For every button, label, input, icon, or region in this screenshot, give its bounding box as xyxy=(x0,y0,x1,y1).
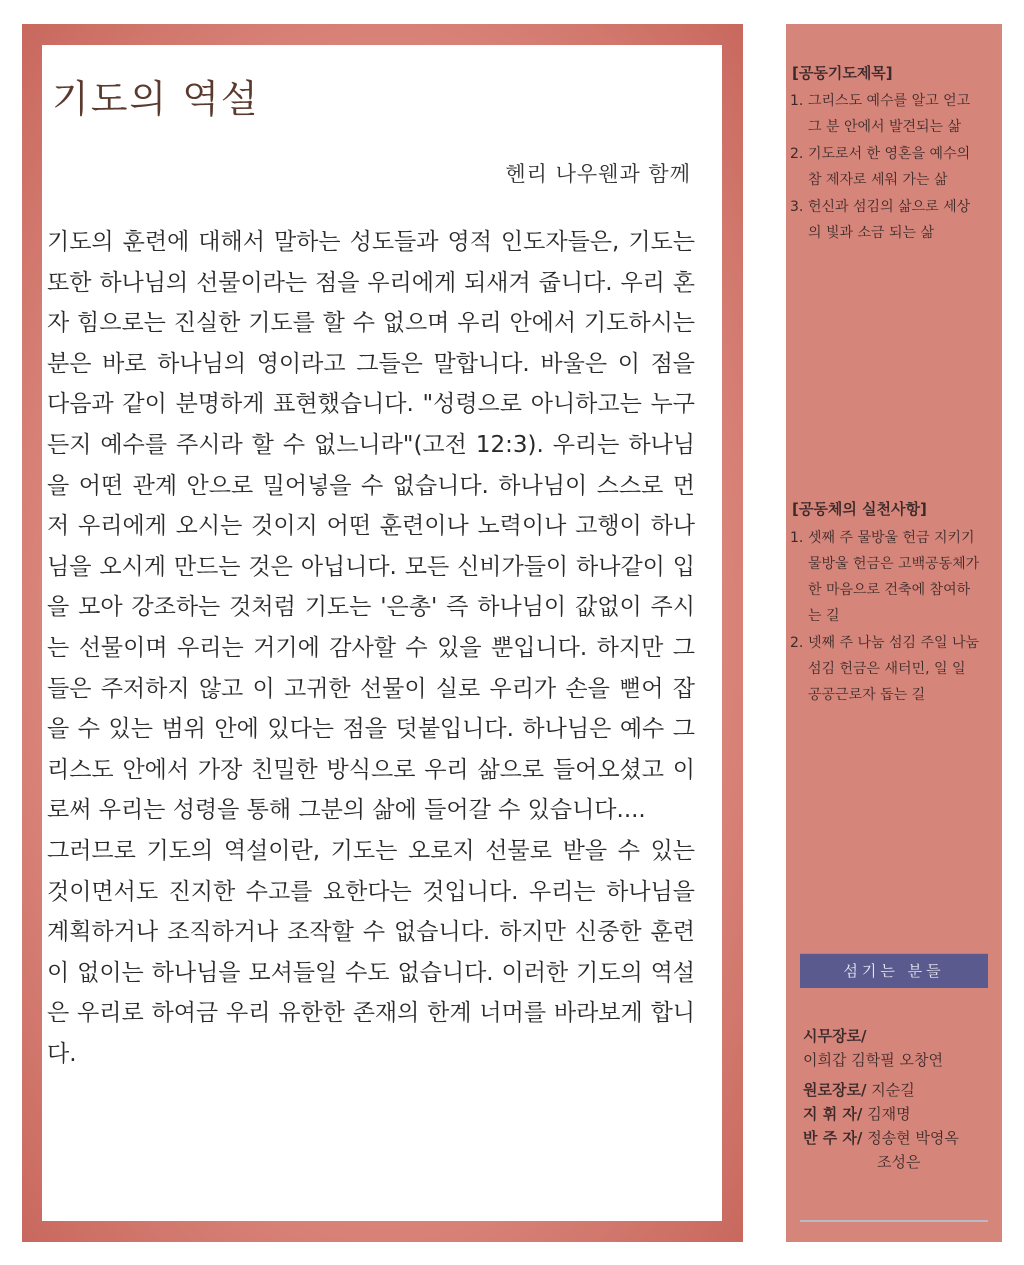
staff-row xyxy=(803,1126,959,1150)
staff-role: 지 휘 자/ xyxy=(803,1105,863,1123)
staff-names: 이희갑 김학필 오창연 xyxy=(803,1051,943,1069)
list-item: 3. 헌신과 섬김의 삶으로 세상의 빛과 소금 되는 삶 xyxy=(790,199,971,241)
article-title: 기도의 역설 xyxy=(52,77,260,121)
staff-names: 조성은 xyxy=(877,1153,921,1171)
article-paragraph: 기도의 훈련에 대해서 말하는 성도들과 영적 인도자들은, 기도는 또한 하나님의 선물이라는 점을 우리에게 되새겨 줍니다. 우리 혼자 힘으로는 진실한 기도를 할 수 없으며 우리 안에서 기도하시는 분은 바로 하나님의 영이라고 그들은 말합니다. 바울은 이 점을 다음과 같이 분명하게 표현했습니다. "성령으로 아니하고는 누구든지 예수를 주시라 할 수 없느니라"(고전 12:3). 우리는 하나님을 어떤 관계 안으로 밀어넣을 수 없습니다. 하나님이 스스로 먼저 우리에게 오시는 것이지 어떤 훈련이나 노력이나 고행이 하나님을 오시게 만드는 것은 아닙니다. 모든 신비가들이 하나같이 입을 모아 강조하는 것처럼 기도는 '은총' 즉 하나님이 값없이 주시는 선물이며 우리는 거기에 감사할 수 있을 뿐입니다. 하지만 그들은 주저하지 않고 이 고귀한 선물이 실로 우리가 손을 뻗어 잡을 수 있는 범위 안에 있다는 점을 덧붙입니다. 하나님은 예수 그리스도 안에서 가장 친밀한 방식으로 우리 삶으로 들어오셨고 이로써 우리는 성령을 통해 그분의 삶에 들어갈 수 있습니다.... xyxy=(47,229,695,824)
list-item: 1. 셋째 주 물방울 헌금 지키기 물방울 헌금은 고백공동체가 한 마음으로 건축에 참여하는 길 xyxy=(790,530,980,624)
article-byline: 헨리 나우웬과 함께 xyxy=(505,162,691,186)
sidebar-divider xyxy=(800,1220,988,1222)
practice-heading: [공동체의 실천사항] xyxy=(792,500,927,518)
staff-role: 시무장로/ xyxy=(803,1027,867,1045)
staff-list xyxy=(803,1024,959,1174)
staff-row xyxy=(803,1078,959,1102)
staff-row xyxy=(803,1102,959,1126)
staff-names: 지순길 xyxy=(871,1081,915,1099)
list-item: 2. 넷째 주 나눔 섬김 주일 나눔 섬김 헌금은 새터민, 일 일 공공근로자 돕는 길 xyxy=(790,635,980,703)
staff-role: 반 주 자/ xyxy=(803,1129,863,1147)
list-item: 1. 그리스도 예수를 알고 얻고 그 분 안에서 발견되는 삶 xyxy=(790,93,971,135)
staff-role: 원로장로/ xyxy=(803,1081,867,1099)
list-item: 2. 기도로서 한 영혼을 예수의 참 제자로 세워 가는 삶 xyxy=(790,146,971,188)
article-paragraph: 그러므로 기도의 역설이란, 기도는 오로지 선물로 받을 수 있는 것이면서도 진지한 수고를 요한다는 것입니다. 우리는 하나님을 계획하거나 조직하거나 조작할 수 없습니다. 하지만 신중한 훈련이 없이는 하나님을 모셔들일 수도 없습니다. 이러한 기도의 역설은 우리로 하여금 우리 유한한 존재의 한계 너머를 바라보게 합니다. xyxy=(47,837,695,1067)
staff-names: 정송현 박영옥 xyxy=(867,1129,959,1147)
staff-names: 김재명 xyxy=(867,1105,911,1123)
prayer-heading: [공동기도제목] xyxy=(792,64,893,82)
servers-banner: 섬기는 분들 xyxy=(800,953,988,988)
prayer-list xyxy=(790,88,980,247)
practice-list xyxy=(790,525,982,709)
article-body xyxy=(47,222,695,1074)
